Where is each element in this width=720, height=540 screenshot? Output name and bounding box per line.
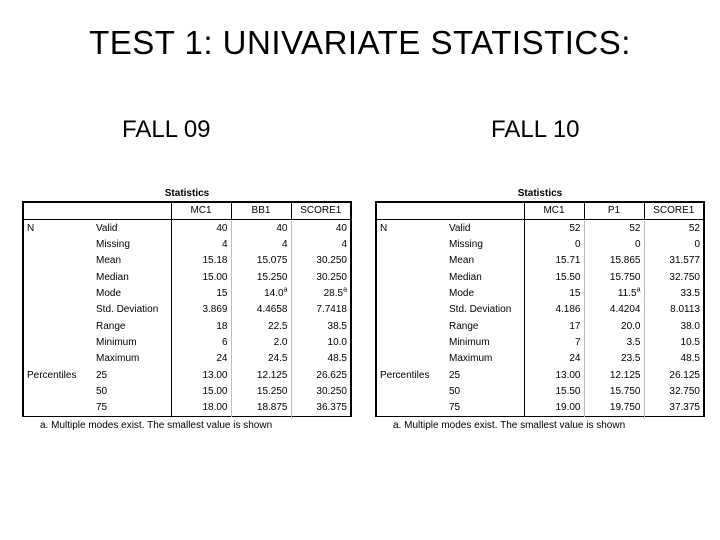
cell-value: 32.750 [669, 385, 700, 397]
value-cell [644, 367, 704, 383]
value-cell [231, 384, 291, 400]
value-cell [584, 220, 644, 237]
cell-value: 48.5 [327, 353, 347, 365]
row-stat-label: 75 [93, 400, 171, 417]
cell-value: 48.5 [680, 353, 700, 365]
header-blank-cell [93, 202, 171, 220]
cell-value: 15 [216, 287, 228, 299]
cell-value: 28.5 [323, 287, 344, 299]
cell-value: 7.7418 [316, 304, 347, 316]
row-group-label [23, 384, 93, 400]
table-row [376, 400, 704, 417]
cell-value: 12.125 [256, 369, 288, 381]
value-cell [584, 302, 644, 318]
value-cell [171, 220, 231, 237]
cell-value: 13.00 [555, 369, 581, 381]
cell-value: 15.250 [256, 385, 288, 397]
cell-value: 12.125 [609, 369, 641, 381]
table-row [23, 302, 351, 318]
row-stat-label: Median [446, 269, 524, 285]
cell-value: 33.5 [680, 287, 700, 299]
row-stat-label: Missing [93, 237, 171, 253]
cell-value: 30.250 [316, 255, 347, 267]
cell-value: 36.375 [316, 402, 347, 414]
table-row [23, 237, 351, 253]
row-stat-label: Mean [446, 253, 524, 269]
row-group-label [376, 335, 446, 351]
cell-value: 0 [574, 238, 581, 250]
value-cell [644, 351, 704, 367]
table-row [376, 220, 704, 237]
value-cell [171, 351, 231, 367]
value-cell [524, 286, 584, 302]
value-cell [171, 400, 231, 417]
value-cell [291, 400, 351, 417]
row-stat-label: Maximum [93, 351, 171, 367]
cell-value: 17 [569, 320, 581, 332]
value-cell [524, 400, 584, 417]
row-group-label [376, 351, 446, 367]
header-blank-cell [376, 202, 446, 220]
value-cell [644, 220, 704, 237]
column-header: SCORE1 [291, 202, 351, 220]
row-stat-label: 75 [446, 400, 524, 417]
footnote-marker: a [343, 286, 347, 294]
row-stat-label: Valid [93, 220, 171, 237]
cell-value: 4 [281, 238, 288, 250]
row-stat-label: Valid [446, 220, 524, 237]
row-group-label [23, 318, 93, 334]
row-stat-label: Median [93, 269, 171, 285]
row-group-label [376, 286, 446, 302]
cell-value: 0 [694, 238, 700, 250]
cell-value: 18 [216, 320, 228, 332]
cell-value: 22.5 [268, 320, 288, 332]
cell-value: 3.869 [202, 304, 228, 316]
row-stat-label: Maximum [446, 351, 524, 367]
row-group-label [23, 302, 93, 318]
column-header: MC1 [171, 202, 231, 220]
row-stat-label: 25 [446, 367, 524, 383]
row-stat-label: Mean [93, 253, 171, 269]
row-group-label [376, 400, 446, 417]
value-cell [584, 318, 644, 334]
row-stat-label: 50 [93, 384, 171, 400]
fall-09-statistics-panel [22, 187, 352, 431]
row-stat-label: Mode [93, 286, 171, 302]
cell-value: 10.5 [680, 336, 700, 348]
cell-value: 52 [688, 222, 700, 234]
table-row [23, 286, 351, 302]
value-cell [524, 220, 584, 237]
table-row [376, 335, 704, 351]
cell-value: 3.5 [626, 336, 641, 348]
table-row [376, 269, 704, 285]
value-cell [291, 367, 351, 383]
value-cell [584, 367, 644, 383]
value-cell [171, 286, 231, 302]
value-cell [291, 384, 351, 400]
value-cell [524, 351, 584, 367]
cell-value: 14.0 [264, 287, 284, 299]
row-stat-label: Missing [446, 237, 524, 253]
row-group-label [23, 237, 93, 253]
table-row [23, 220, 351, 237]
table-row [376, 253, 704, 269]
row-group-label: Percentiles [27, 369, 77, 381]
value-cell [291, 318, 351, 334]
row-group-label [376, 318, 446, 334]
value-cell [524, 253, 584, 269]
value-cell [231, 318, 291, 334]
row-stat-label: Minimum [446, 335, 524, 351]
value-cell [171, 302, 231, 318]
value-cell [171, 269, 231, 285]
table-row [376, 351, 704, 367]
cell-value: 15 [569, 287, 581, 299]
row-stat-label: Range [93, 318, 171, 334]
value-cell [171, 367, 231, 383]
cell-value: 0 [634, 238, 641, 250]
value-cell [231, 220, 291, 237]
cell-value: 15.865 [609, 255, 641, 267]
value-cell [584, 400, 644, 417]
cell-value: 30.250 [316, 271, 347, 283]
cell-value: 19.750 [609, 402, 641, 414]
value-cell [291, 286, 351, 302]
statistics-table-title: Statistics [517, 188, 563, 199]
table-footnote: a. Multiple modes exist. The smallest value is shown [40, 420, 273, 432]
table-header-row [376, 202, 704, 220]
table-row [376, 237, 704, 253]
cell-value: 38.5 [327, 320, 347, 332]
cell-value: 15.00 [202, 271, 228, 283]
footnote-marker: a [636, 286, 641, 294]
table-row [23, 367, 351, 383]
table-row [23, 318, 351, 334]
cell-value: 24 [216, 353, 228, 365]
cell-value: 11.5 [617, 287, 637, 299]
cell-value: 26.625 [316, 369, 347, 381]
table-row [376, 367, 704, 383]
header-blank-cell [23, 202, 93, 220]
value-cell [524, 384, 584, 400]
value-cell [644, 237, 704, 253]
value-cell [524, 335, 584, 351]
cell-value: 4 [341, 238, 347, 250]
value-cell [231, 286, 291, 302]
value-cell [291, 269, 351, 285]
table-row [23, 269, 351, 285]
value-cell [584, 237, 644, 253]
cell-value: 15.71 [555, 255, 581, 267]
cell-value: 8.0113 [670, 304, 700, 316]
footnote-marker: a [283, 286, 288, 294]
cell-value: 4.186 [555, 304, 581, 316]
value-cell [171, 237, 231, 253]
table-row [376, 384, 704, 400]
row-stat-label: Mode [446, 286, 524, 302]
cell-value: 15.00 [202, 385, 228, 397]
slide-title: TEST 1: UNIVARIATE STATISTICS: [89, 24, 631, 61]
row-group-label [23, 286, 93, 302]
cell-value: 15.50 [555, 385, 581, 397]
cell-value: 18.00 [202, 402, 228, 414]
value-cell [644, 384, 704, 400]
value-cell [231, 253, 291, 269]
value-cell [524, 318, 584, 334]
row-group-label [376, 269, 446, 285]
value-cell [171, 253, 231, 269]
value-cell [291, 237, 351, 253]
table-row [23, 335, 351, 351]
value-cell [584, 384, 644, 400]
cell-value: 32.750 [669, 271, 700, 283]
value-cell [291, 351, 351, 367]
row-group-label: N [27, 222, 35, 234]
value-cell [291, 253, 351, 269]
value-cell [584, 269, 644, 285]
cell-value: 18.875 [256, 402, 288, 414]
cell-value: 40 [276, 222, 288, 234]
cell-value: 26.125 [669, 369, 700, 381]
value-cell [291, 335, 351, 351]
value-cell [644, 286, 704, 302]
cell-value: 6 [221, 336, 228, 348]
row-group-label [23, 335, 93, 351]
cell-value: 40 [216, 222, 228, 234]
cell-value: 4.4658 [256, 304, 288, 316]
fall-10-heading: FALL 10 [491, 116, 580, 143]
value-cell [171, 318, 231, 334]
value-cell [584, 286, 644, 302]
statistics-table [22, 201, 352, 417]
value-cell [524, 237, 584, 253]
table-row [23, 351, 351, 367]
value-cell [584, 253, 644, 269]
value-cell [524, 367, 584, 383]
cell-value: 4.4204 [609, 304, 641, 316]
row-group-label: N [380, 222, 388, 234]
row-group-label [23, 351, 93, 367]
row-group-label [23, 253, 93, 269]
value-cell [171, 335, 231, 351]
cell-value: 24.5 [268, 353, 288, 365]
cell-value: 10.0 [327, 336, 347, 348]
row-group-label [376, 302, 446, 318]
cell-value: 15.18 [202, 255, 228, 267]
value-cell [644, 400, 704, 417]
header-blank-cell [446, 202, 524, 220]
row-group-label [23, 269, 93, 285]
value-cell [644, 318, 704, 334]
cell-value: 15.750 [609, 271, 641, 283]
column-header: BB1 [231, 202, 291, 220]
fall-10-statistics-panel [375, 187, 705, 431]
value-cell [644, 253, 704, 269]
row-group-label [23, 400, 93, 417]
cell-value: 37.375 [669, 402, 700, 414]
table-row [376, 286, 704, 302]
cell-value: 24 [569, 353, 581, 365]
cell-value: 52 [629, 222, 641, 234]
value-cell [291, 220, 351, 237]
value-cell [584, 351, 644, 367]
value-cell [524, 302, 584, 318]
row-stat-label: 25 [93, 367, 171, 383]
value-cell [231, 400, 291, 417]
value-cell [171, 384, 231, 400]
table-footnote: a. Multiple modes exist. The smallest value is shown [393, 420, 626, 432]
cell-value: 15.075 [256, 255, 288, 267]
cell-value: 13.00 [202, 369, 228, 381]
value-cell [644, 269, 704, 285]
table-row [376, 318, 704, 334]
value-cell [644, 302, 704, 318]
cell-value: 30.250 [316, 385, 347, 397]
table-row [23, 400, 351, 417]
cell-value: 7 [574, 336, 581, 348]
cell-value: 19.00 [555, 402, 581, 414]
cell-value: 40 [335, 222, 347, 234]
cell-value: 15.250 [256, 271, 288, 283]
value-cell [584, 335, 644, 351]
cell-value: 52 [569, 222, 581, 234]
table-row [23, 384, 351, 400]
cell-value: 31.577 [669, 255, 700, 267]
value-cell [291, 302, 351, 318]
column-header: SCORE1 [644, 202, 704, 220]
cell-value: 4 [221, 238, 228, 250]
value-cell [231, 302, 291, 318]
column-header: P1 [584, 202, 644, 220]
fall-09-heading: FALL 09 [122, 116, 211, 143]
row-group-label [376, 237, 446, 253]
value-cell [524, 269, 584, 285]
row-group-label [376, 384, 446, 400]
cell-value: 23.5 [621, 353, 641, 365]
cell-value: 20.0 [621, 320, 641, 332]
table-header-row [23, 202, 351, 220]
value-cell [231, 335, 291, 351]
row-stat-label: 50 [446, 384, 524, 400]
row-stat-label: Std. Deviation [93, 302, 171, 318]
value-cell [231, 237, 291, 253]
cell-value: 15.750 [609, 385, 641, 397]
row-stat-label: Range [446, 318, 524, 334]
table-row [23, 253, 351, 269]
statistics-table-title: Statistics [164, 188, 210, 199]
statistics-table [375, 201, 705, 417]
column-header: MC1 [524, 202, 584, 220]
row-stat-label: Std. Deviation [446, 302, 524, 318]
value-cell [644, 335, 704, 351]
value-cell [231, 269, 291, 285]
value-cell [231, 367, 291, 383]
row-group-label [376, 253, 446, 269]
cell-value: 38.0 [680, 320, 700, 332]
cell-value: 15.50 [555, 271, 581, 283]
row-stat-label: Minimum [93, 335, 171, 351]
row-group-label: Percentiles [380, 369, 430, 381]
value-cell [231, 351, 291, 367]
table-row [376, 302, 704, 318]
cell-value: 2.0 [273, 336, 288, 348]
